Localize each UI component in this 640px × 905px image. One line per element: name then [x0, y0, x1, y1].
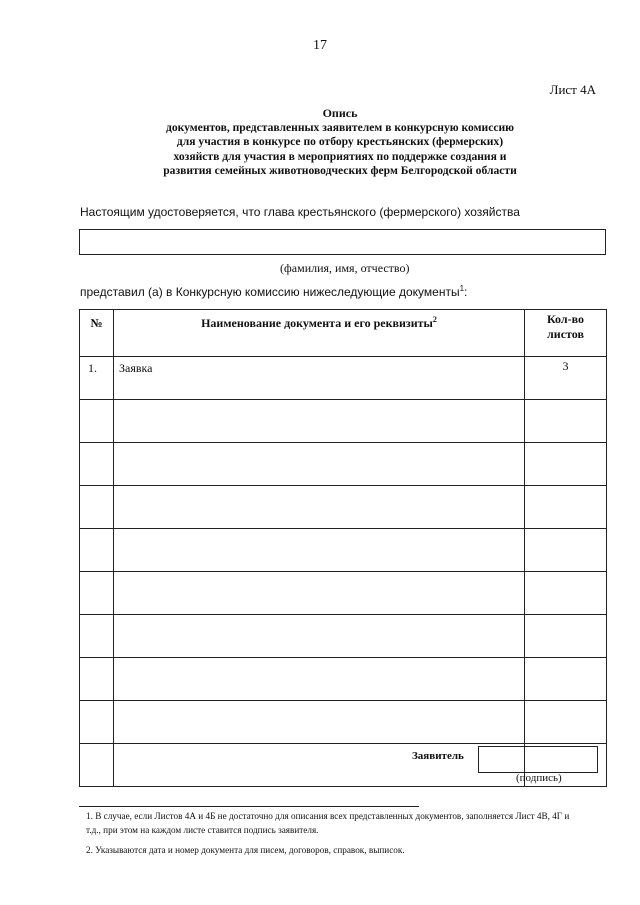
- row-sheet-count-cell[interactable]: [525, 572, 607, 615]
- row-number-cell[interactable]: [80, 744, 114, 787]
- row-sheet-count-cell[interactable]: [525, 443, 607, 486]
- row-number-cell[interactable]: [80, 701, 114, 744]
- table-row: [80, 572, 607, 615]
- page-number: 17: [313, 38, 327, 53]
- table-row: [80, 486, 607, 529]
- title-line-4: хозяйств для участия в мероприятиях по поддержке создания и: [173, 149, 507, 163]
- row-sheet-count-cell[interactable]: [525, 400, 607, 443]
- header-document-name-text: Наименование документа и его реквизиты: [201, 316, 433, 330]
- footnote-1-line-2: т.д., при этом на каждом листе ставится подпись заявителя.: [86, 825, 319, 835]
- row-number-cell[interactable]: [80, 572, 114, 615]
- row-sheet-count-cell[interactable]: [525, 529, 607, 572]
- title-line-1: Опись: [322, 106, 358, 120]
- row-document-name-cell[interactable]: [114, 658, 525, 701]
- row-document-name-cell[interactable]: [114, 529, 525, 572]
- certify-statement: Настоящим удостоверяется, что глава крестьянского (фермерского) хозяйства: [80, 205, 520, 219]
- footnote-1: [86, 809, 606, 837]
- row-document-name-cell[interactable]: [114, 443, 525, 486]
- row-number-cell[interactable]: 1.: [80, 357, 114, 400]
- presented-statement: [80, 284, 467, 299]
- presented-colon: :: [464, 285, 468, 299]
- signature-caption: (подпись): [516, 772, 562, 784]
- row-document-name-cell[interactable]: [114, 572, 525, 615]
- table-row: [80, 400, 607, 443]
- row-document-name-cell[interactable]: [114, 615, 525, 658]
- header-sheet-count: [525, 310, 607, 357]
- footnote-ref-2: 2: [432, 315, 437, 324]
- footnote-1-line-1: 1. В случае, если Листов 4А и 4Б не достаточно для описания всех представленных документов, заполняется Лист 4В, 4Г и: [86, 811, 570, 821]
- title-line-2: документов, представленных заявителем в конкурсную комиссию: [165, 120, 515, 134]
- header-sheet-count-line1: Кол-во: [546, 312, 585, 326]
- title-line-3: для участия в конкурсе по отбору крестьянских (фермерских): [176, 135, 504, 148]
- row-sheet-count-cell[interactable]: [525, 658, 607, 701]
- signature-field[interactable]: [478, 746, 598, 773]
- row-document-name-cell[interactable]: Заявка: [114, 357, 525, 400]
- row-document-name-cell[interactable]: [114, 701, 525, 744]
- row-number-cell[interactable]: [80, 443, 114, 486]
- row-document-name-cell[interactable]: [114, 400, 525, 443]
- table-row: [80, 701, 607, 744]
- table-row: [80, 615, 607, 658]
- row-document-name-cell[interactable]: [114, 486, 525, 529]
- row-number-cell[interactable]: [80, 658, 114, 701]
- table-row: [80, 658, 607, 701]
- table-body: [80, 357, 607, 787]
- table-row: [80, 443, 607, 486]
- footnote-ref-1: 1: [459, 284, 465, 293]
- row-sheet-count-cell[interactable]: [525, 615, 607, 658]
- table-header-row: [80, 310, 607, 357]
- footnote-2: 2. Указываются дата и номер документа для писем, договоров, справок, выписок.: [86, 845, 405, 855]
- full-name-field[interactable]: [79, 229, 606, 255]
- row-sheet-count-cell[interactable]: [525, 701, 607, 744]
- row-number-cell[interactable]: [80, 529, 114, 572]
- applicant-label: Заявитель: [412, 750, 464, 762]
- row-number-cell[interactable]: [80, 486, 114, 529]
- header-document-name: [114, 310, 525, 357]
- header-number: №: [80, 310, 114, 357]
- sheet-label: Лист 4А: [549, 82, 596, 97]
- row-number-cell[interactable]: [80, 615, 114, 658]
- table-row: [80, 357, 607, 400]
- table-row: [80, 529, 607, 572]
- presented-text: представил (а) в Конкурсную комиссию нижеследующие документы: [80, 285, 460, 299]
- row-sheet-count-cell[interactable]: 3: [525, 357, 607, 400]
- title-line-5: развития семейных животноводческих ферм Белгородской области: [163, 164, 517, 177]
- full-name-caption: (фамилия, имя, отчество): [280, 261, 410, 275]
- documents-table: [79, 309, 607, 787]
- header-sheet-count-line2: листов: [547, 327, 584, 341]
- document-title: [130, 106, 550, 179]
- footnote-divider: [79, 806, 419, 807]
- row-sheet-count-cell[interactable]: [525, 486, 607, 529]
- row-number-cell[interactable]: [80, 400, 114, 443]
